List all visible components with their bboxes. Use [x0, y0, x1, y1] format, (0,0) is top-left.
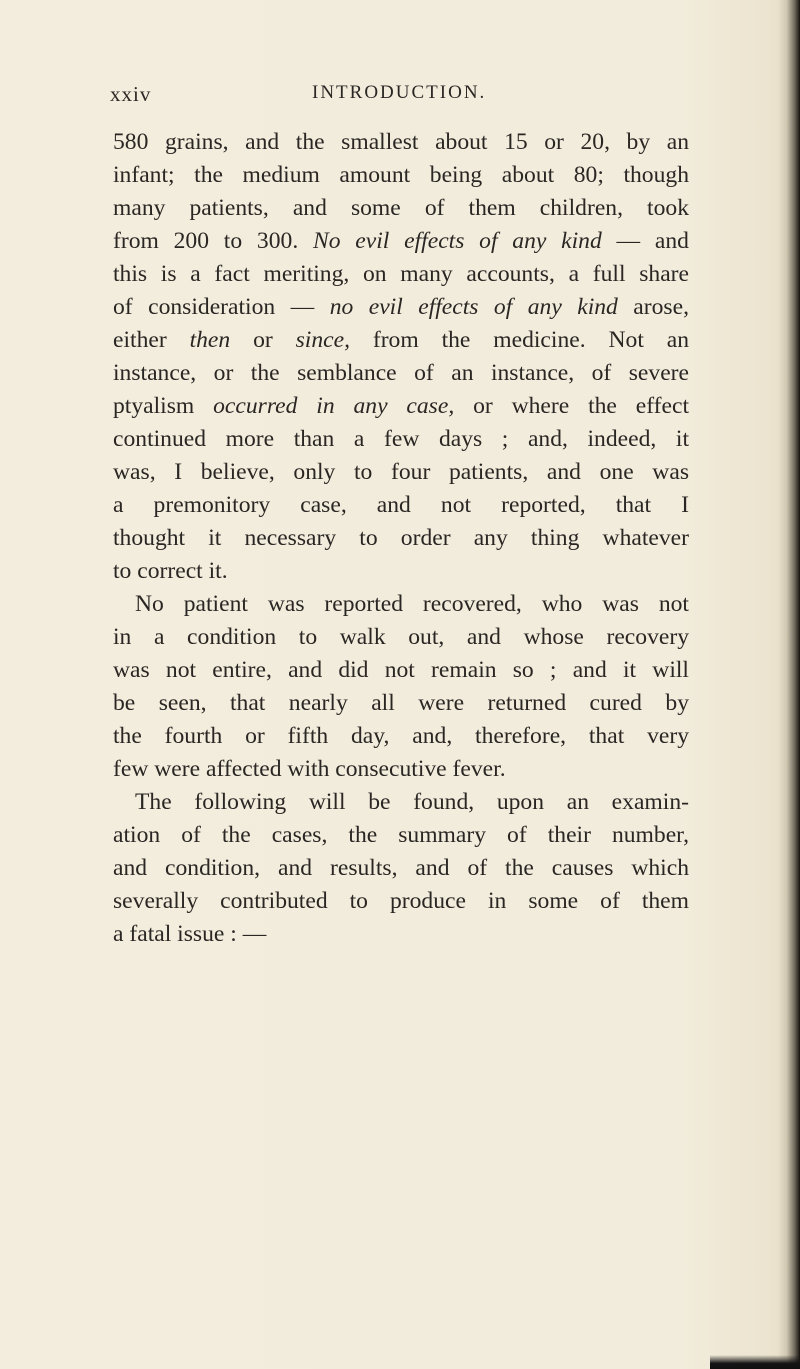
- emphasis: occurred in any case,: [213, 393, 455, 419]
- emphasis: then: [189, 327, 231, 353]
- text-line: was not entire, and did not remain so ; and it will: [113, 657, 689, 683]
- text-line: the fourth or fifth day, and, therefore, that very: [113, 723, 689, 749]
- text-line: a premonitory case, and not reported, that I: [113, 492, 689, 518]
- text-line: ptyalism occurred in any case, or where the effect: [113, 393, 689, 419]
- page-number: xxiv: [110, 82, 152, 106]
- emphasis: No evil effects of any kind: [313, 228, 602, 254]
- text-line: either then or since, from the medicine. Not an: [113, 327, 690, 353]
- text-line: ation of the cases, the summary of their number,: [113, 822, 689, 848]
- text-line: a fatal issue : —: [113, 921, 267, 947]
- text-line: The following will be found, upon an examin-: [135, 789, 689, 815]
- text-line: many patients, and some of them children, took: [113, 195, 689, 221]
- page-edge-shadow: [778, 0, 800, 1369]
- text-line: from 200 to 300. No evil effects of any kind — and: [113, 228, 689, 254]
- text-line: No patient was reported recovered, who was not: [135, 591, 689, 617]
- text-line: was, I believe, only to four patients, and one was: [113, 459, 689, 485]
- text-line: continued more than a few days ; and, indeed, it: [113, 426, 689, 452]
- body-text: [113, 126, 689, 951]
- text-line: 580 grains, and the smallest about 15 or 20, by an: [113, 129, 689, 155]
- text-line: severally contributed to produce in some of them: [113, 888, 689, 914]
- text-line: of consideration — no evil effects of any kind arose,: [113, 294, 689, 320]
- page-corner-shadow: [710, 1355, 800, 1369]
- text-line: and condition, and results, and of the causes which: [113, 855, 689, 881]
- text-line: thought it necessary to order any thing whatever: [113, 525, 689, 551]
- text-line: to correct it.: [113, 558, 228, 584]
- text-line: instance, or the semblance of an instance, of severe: [113, 360, 689, 386]
- emphasis: no evil effects of any kind: [329, 294, 618, 320]
- running-head: [110, 82, 690, 112]
- text-line: this is a fact meriting, on many accounts, a full share: [113, 261, 689, 287]
- text-line: in a condition to walk out, and whose recovery: [113, 624, 689, 650]
- emphasis: since,: [295, 327, 350, 353]
- text-line: few were affected with consecutive fever.: [113, 756, 506, 782]
- text-line: be seen, that nearly all were returned cured by: [113, 690, 689, 716]
- chapter-title: INTRODUCTION.: [312, 82, 487, 103]
- text-line: infant; the medium amount being about 80; though: [113, 162, 689, 188]
